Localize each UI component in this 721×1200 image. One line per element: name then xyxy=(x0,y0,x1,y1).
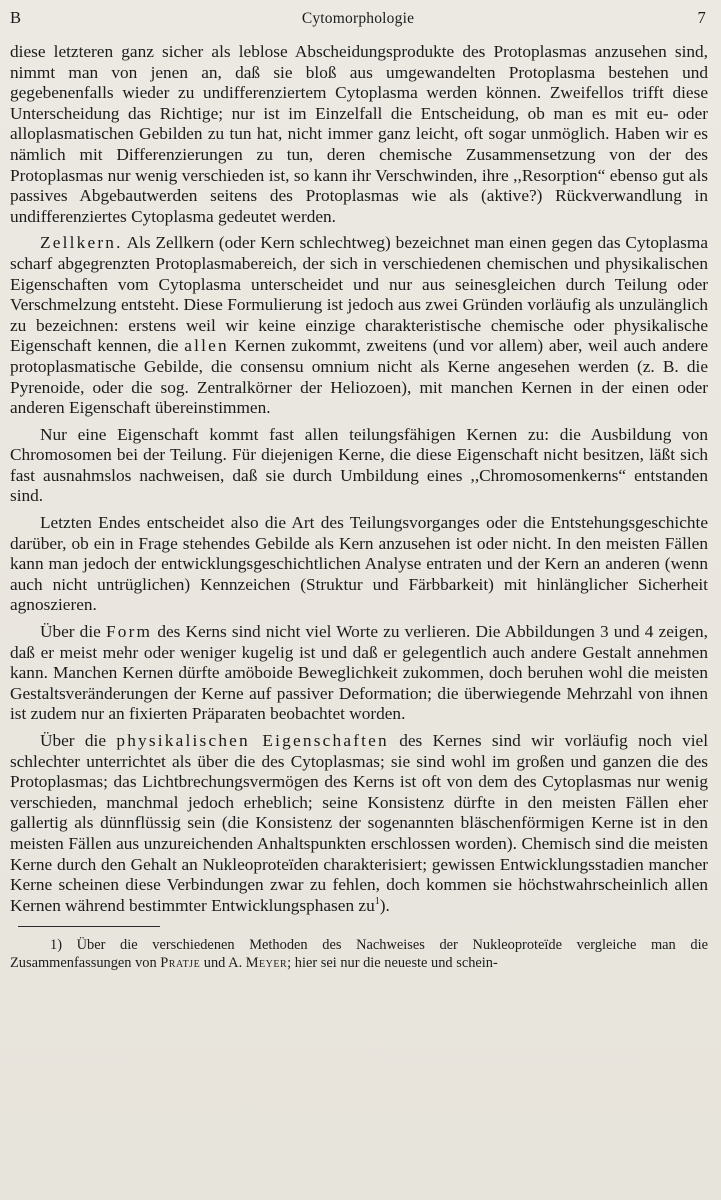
footnote-divider xyxy=(18,926,160,927)
emphasis-allen: allen xyxy=(184,336,229,356)
page-number: 7 xyxy=(697,8,706,27)
emphasis-form: Form xyxy=(105,622,153,642)
body-text xyxy=(10,42,708,916)
footnote-marker[interactable]: 1 xyxy=(374,895,380,907)
paragraph-1: diese letzteren ganz sicher als leblose Abscheidungsprodukte des Protoplasmas anzusehen sind, nimmt man von jenen an, daß sie bloß aus umgewandelten Protoplasma bestehen und gegebenenfalls wieder zu undifferenziertem Cytoplasma werden können. Zweifellos trifft diese Unterscheidung das Richtige; nur ist im Einzelfall die Entscheidung, ob man es mit eu- oder alloplasmatischen Gebilden zu tun hat, nicht immer ganz leicht, oft sogar unmöglich. Haben wir es nämlich mit Differenzierungen zu tun, deren chemische Zusammensetzung von der des Protoplasmas nur wenig verschieden ist, so kann ihr Verschwinden, ihre ,,Resorption“ ebenso gut als passives Abgebautwerden seitens des Protoplasmas wie als (aktive?) Rückverwandlung in undifferenziertes Cytoplasma gedeutet werden. xyxy=(10,42,708,226)
emphasis-physikalische-eigenschaften: physikalischen Eigenschaften xyxy=(116,731,389,750)
paragraph-zellkern: Zellkern. Als Zellkern (oder Kern schlechtweg) bezeichnet man einen gegen das Cytoplasma scharf abgegrenzten Protoplasmabereich, der sich in verschiedenen chemischen und physikalischen Eigenschaften vom Cytoplasma unterscheidet und nur aus seinesgleichen durch Teilung oder Verschmelzung entsteht. Diese Formulierung ist jedoch aus zwei Gründen vorläufig als unzulänglich zu bezeichnen: erstens weil wir keine einzige charakteristische chemische oder physikalische Eigenschaft kennen, die allen Kernen zukommt, zweitens (und vor allem) aber, weil auch andere protoplasmatische Gebilde, die consensu omnium nicht als Kerne angesehen werden (z. B. die Pyrenoide, oder die sog. Zentralkörner der Heliozoen), mit manchen Kernen in der einen oder anderen Eigenschaft übereinstimmen. xyxy=(10,233,708,418)
paragraph-form: Über die Form des Kerns sind nicht viel Worte zu verlieren. Die Abbildungen 3 und 4 zeigen, daß er meist mehr oder weniger kugelig ist und daß er gelegentlich auch andere Gestalt annehmen kann. Manchen Kernen dürfte amöboide Beweglichkeit zukommen, doch beruhen wohl die meisten Gestaltsveränderungen der Kerne auf passiver Deformation; die überwiegende Mehrzahl von ihnen ist zudem nur an fixierten Präparaten beobachtet worden. xyxy=(10,622,708,724)
header-section-letter: B xyxy=(10,8,22,27)
running-header xyxy=(10,8,708,34)
footnote: 1) Über die verschiedenen Methoden des Nachweises der Nukleoproteïde vergleiche man die Zusammenfassungen von Pratje und A. Meyer; hier sei nur die neueste und schein- xyxy=(10,937,708,972)
author-meyer: Meyer xyxy=(245,955,288,972)
author-pratje: Pratje xyxy=(160,955,201,972)
paragraph-physikalisch: Über die physikalischen Eigenschaften des Kernes sind wir vorläufig noch viel schlechter unterrichtet als über die des Cytoplasmas; sie sind wohl im großen und ganzen die des Protoplasmas; das Lichtbrechungsvermögen des Kerns ist oft von dem des Cytoplasmas nur wenig verschieden, manchmal jedoch erheblich; seine Konsistenz dürfte in den meisten Fällen eher gallertig als dünnflüssig sein (die Konsistenz der sogenannten bläschenförmigen Kerne ist in den meisten Fällen aus unzureichenden Anhaltspunkten erschlossen worden). Chemisch sind die meisten Kerne durch den Gehalt an Nukleoproteïden charakterisiert; gewissen Entwicklungsstadien mancher Kerne scheinen diese Verbindungen zwar zu fehlen, doch kommen sie höchstwahrscheinlich allen Kernen während bestimmter Entwicklungsphasen $zu^1$). xyxy=(10,731,708,915)
paragraph-4: Letzten Endes entscheidet also die Art des Teilungsvorganges oder die Entstehungsgeschichte darüber, ob ein in Frage stehendes Gebilde als Kern anzusehen ist oder nicht. In den meisten Fällen kann man jedoch der entwicklungsgeschichtlichen Analyse entraten und der Kern an anderen (wenn auch nicht untrüglichen) Kennzeichen (Struktur und Färbbarkeit) mit hinlänglicher Sicherheit agnoszieren. xyxy=(10,513,708,615)
paragraph-3: Nur eine Eigenschaft kommt fast allen teilungsfähigen Kernen zu: die Ausbildung von Chromosomen bei der Teilung. Für diejenigen Kerne, die diese Eigenschaft nicht besitzen, läßt sich fast ausnahmslos nachweisen, daß sie durch Umbildung eines ,,Chromosomenkerns“ entstanden sind. xyxy=(10,424,708,506)
paragraph-lead-term: Zellkern. xyxy=(40,233,123,253)
header-title: Cytomorphologie xyxy=(301,10,415,27)
